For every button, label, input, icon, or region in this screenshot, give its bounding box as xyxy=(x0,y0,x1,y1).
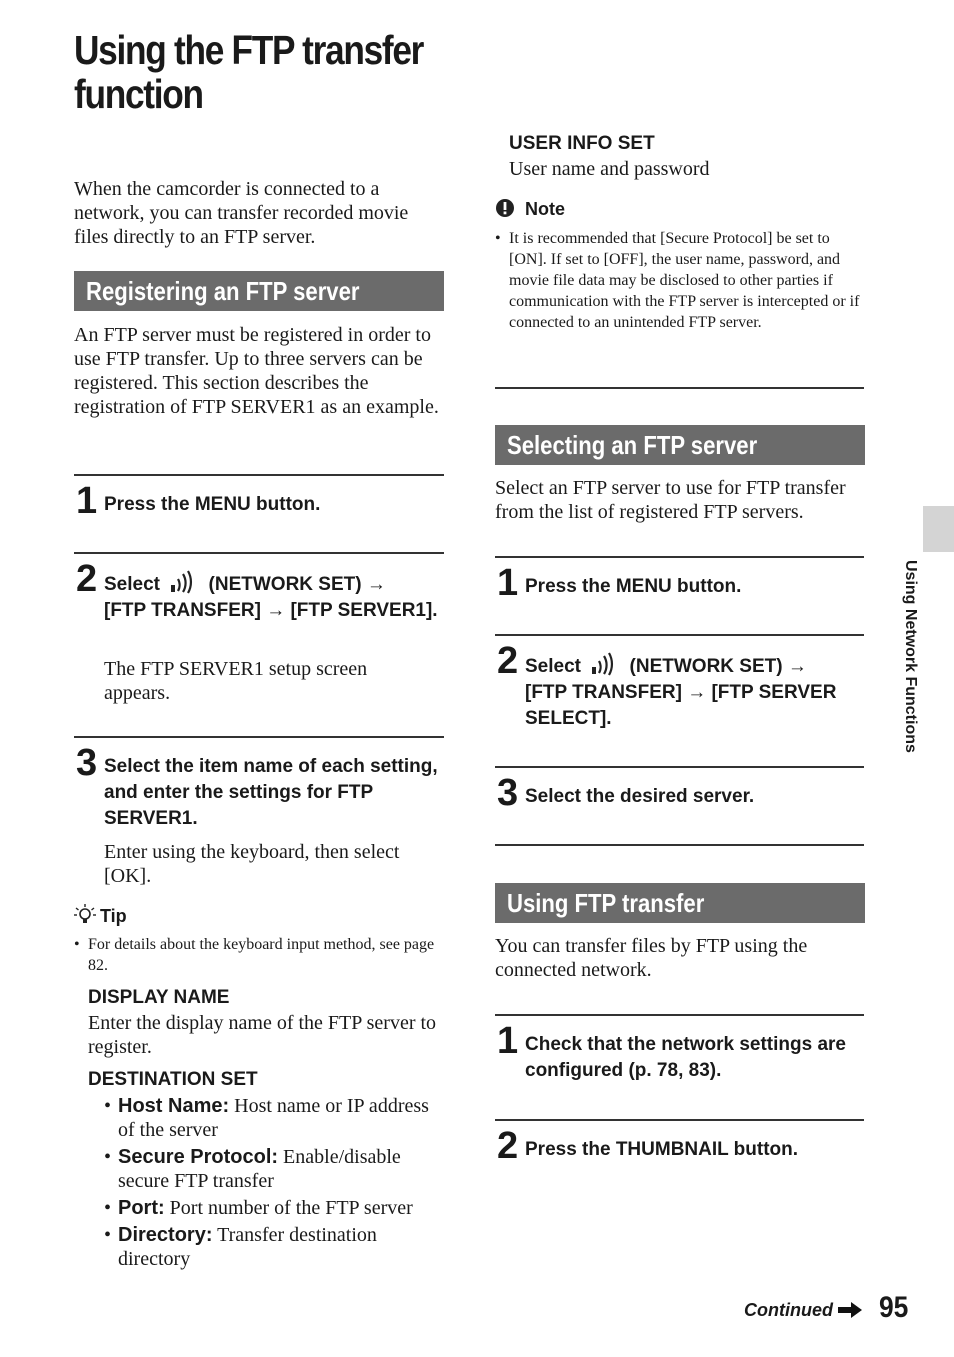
display-name-body: Enter the display name of the FTP server to register. xyxy=(88,1012,437,1058)
chapter-side-label xyxy=(897,560,927,780)
step-instruction: Check that the network settings are configured (p. 78, 83). xyxy=(525,1034,846,1081)
list-item xyxy=(104,1145,444,1193)
step-number: 2 xyxy=(497,1125,519,1167)
note-icon xyxy=(495,198,515,218)
item-label: Host Name: xyxy=(118,1095,230,1117)
lightbulb-icon xyxy=(74,904,96,926)
continued-indicator xyxy=(744,1296,862,1324)
step-select-word: Select xyxy=(104,574,160,595)
item-text: Enable/disable secure FTP transfer xyxy=(118,1146,401,1192)
item-label: Secure Protocol: xyxy=(118,1146,279,1168)
step-result: The FTP SERVER1 setup screen appears. xyxy=(104,658,368,704)
step-instruction xyxy=(104,570,444,624)
arrow-right-icon xyxy=(838,1302,862,1318)
step-instruction xyxy=(525,652,864,732)
step-instruction: Press the MENU button. xyxy=(104,494,321,515)
note-item: • It is recommended that [Secure Protocol] be set to [ON]. If set to [OFF], the user name, password, and movie file data may be disclosed to other parties if communication with the FTP server is intercepted or if connected to an unintended FTP server. xyxy=(495,228,864,333)
item-text: Transfer destination directory xyxy=(118,1224,377,1270)
divider xyxy=(495,1119,864,1121)
step-instruction: Press the MENU button. xyxy=(525,576,742,597)
tip-list xyxy=(74,934,444,976)
item-label: Port: xyxy=(118,1197,165,1219)
using-ftp-body: You can transfer files by FTP using the connected network. xyxy=(495,935,808,981)
note-label: Note xyxy=(525,199,565,219)
chapter-tab-marker xyxy=(923,506,954,552)
step-menu-path: (NETWORK SET) → xyxy=(208,574,386,595)
registering-body: An FTP server must be registered in order to use FTP transfer. Up to three servers can be registered. This section describes the registration of FTP SERVER1 as an example. xyxy=(74,324,439,418)
display-name-heading: DISPLAY NAME xyxy=(88,987,230,1008)
list-item xyxy=(104,1196,444,1220)
user-info-heading: USER INFO SET xyxy=(509,133,655,154)
network-set-icon xyxy=(590,652,620,676)
step-number: 2 xyxy=(497,640,519,682)
page-number: 95 xyxy=(879,1291,909,1324)
divider xyxy=(74,736,444,738)
section-heading-using-ftp-label: Using FTP transfer xyxy=(507,888,705,918)
divider xyxy=(495,844,864,846)
step-menu-path: (NETWORK SET) → xyxy=(629,656,807,677)
step-instruction: Select the desired server. xyxy=(525,786,755,807)
step-select-word: Select xyxy=(525,656,581,677)
step-instruction: Press the THUMBNAIL button. xyxy=(525,1139,799,1160)
list-item xyxy=(104,1094,444,1142)
divider xyxy=(495,766,864,768)
step-result: Enter using the keyboard, then select [OK]. xyxy=(104,841,400,887)
step-number: 1 xyxy=(497,1020,519,1062)
intro-text: When the camcorder is connected to a network, you can transfer recorded movie files directly to an FTP server. xyxy=(74,178,409,248)
section-heading-registering-label: Registering an FTP server xyxy=(86,276,360,306)
divider xyxy=(74,552,444,554)
network-set-icon xyxy=(169,570,199,594)
step-menu-path-cont: [FTP TRANSFER] → [FTP SERVER1]. xyxy=(104,600,438,621)
list-item xyxy=(104,1223,444,1271)
step-instruction: Select the item name of each setting, and enter the settings for FTP SERVER1. xyxy=(104,756,438,829)
section-heading-selecting xyxy=(495,425,865,465)
divider xyxy=(74,474,444,476)
chapter-side-label-text: Using Network Functions xyxy=(902,560,919,753)
selecting-body: Select an FTP server to use for FTP transfer from the list of registered FTP servers. xyxy=(495,477,846,523)
note-list xyxy=(495,228,864,333)
item-text: Port number of the FTP server xyxy=(169,1197,413,1219)
section-heading-selecting-label: Selecting an FTP server xyxy=(507,430,758,460)
step-number: 3 xyxy=(76,742,98,784)
destination-set-heading: DESTINATION SET xyxy=(88,1069,258,1090)
note-header xyxy=(495,198,565,220)
divider xyxy=(495,634,864,636)
item-label: Directory: xyxy=(118,1224,213,1246)
page-title: Using the FTP transfer function xyxy=(74,27,424,117)
step-number: 1 xyxy=(76,480,98,522)
section-heading-registering xyxy=(74,271,444,311)
tip-header xyxy=(74,904,127,927)
divider xyxy=(495,1014,864,1016)
user-info-body: User name and password xyxy=(509,158,710,180)
step-menu-path-cont: [FTP TRANSFER] → [FTP SERVER SELECT]. xyxy=(525,682,837,729)
step-number: 1 xyxy=(497,562,519,604)
divider xyxy=(495,387,864,389)
destination-set-list xyxy=(104,1094,444,1271)
tip-label: Tip xyxy=(100,906,127,926)
divider xyxy=(495,556,864,558)
step-number: 2 xyxy=(76,558,98,600)
tip-item: • For details about the keyboard input method, see page 82. xyxy=(74,934,444,976)
item-text: Host name or IP address of the server xyxy=(118,1095,429,1141)
section-heading-using-ftp xyxy=(495,883,865,923)
continued-label: Continued xyxy=(744,1300,833,1320)
step-number: 3 xyxy=(497,772,519,814)
